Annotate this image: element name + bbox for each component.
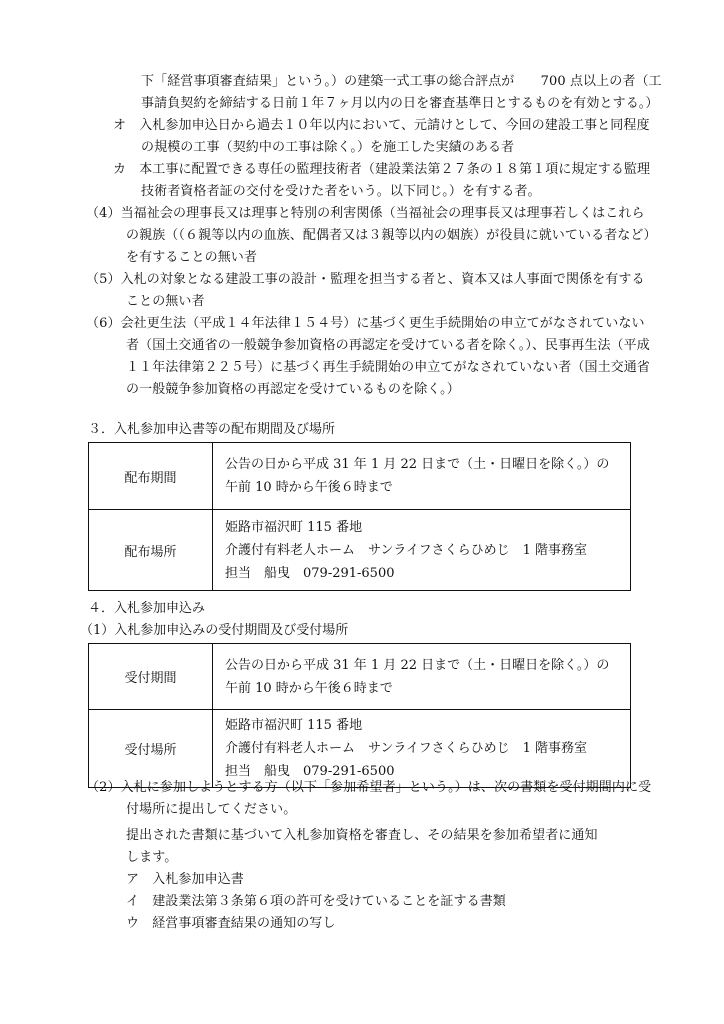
section-3-heading: ３．入札参加申込書等の配布期間及び場所 <box>88 422 336 437</box>
section-4-heading: ４．入札参加申込み <box>88 601 206 616</box>
text-line: 付場所に提出してください。 <box>126 802 297 817</box>
text-line: オ 入札参加申込日から過去１０年以内において、元請けとして、今回の建設工事と同程度 <box>113 118 650 133</box>
text-line: ことの無い者 <box>126 294 205 309</box>
value-line: 午前 10 時から午後６時まで <box>225 680 393 696</box>
value-line: 公告の日から平成 31 年 1 月 22 日まで（土・日曜日を除く。）の <box>225 457 610 472</box>
value-line: 担当 船曳 079-291-6500 <box>225 764 395 779</box>
table-row <box>89 644 631 710</box>
clause-5: （5）入札の対象となる建設工事の設計・監理を担当する者と、資本又は人事面で関係を有する <box>86 272 645 287</box>
row-label: 受付期間 <box>89 644 213 710</box>
value-line: 介護付有料老人ホーム サンライフさくらひめじ 1 階事務室 <box>225 542 587 558</box>
table-row <box>89 510 631 591</box>
value-line: 姫路市福沢町 115 番地 <box>225 519 363 535</box>
text-line: の規模の工事（契約中の工事は除く。）を施工した実績のある者 <box>141 140 515 155</box>
value-line: 公告の日から平成 31 年 1 月 22 日まで（土・日曜日を除く。）の <box>225 657 610 673</box>
clause-2: （2）入札に参加しようとする方（以下「参加希望者」という。）は、次の書類を受付期間内に受 <box>86 780 652 795</box>
value-line: 午前 10 時から午後６時まで <box>225 480 393 495</box>
text-line: 下「経営事項審査結果」という。）の建築一式工事の総合評点が 700 点以上の者（工 <box>141 74 662 89</box>
clause-4: （4）当福祉会の理事長又は理事と特別の利害関係（当福祉会の理事長又は理事若しくはこれら <box>86 206 645 221</box>
distribution-table <box>88 442 631 591</box>
row-label: 配布場所 <box>89 510 213 591</box>
text-line: 提出された書類に基づいて入札参加資格を審査し、その結果を参加希望者に通知 <box>126 828 598 843</box>
reception-table <box>88 643 631 788</box>
text-line: を有することの無い者 <box>126 250 258 265</box>
table-row <box>89 443 631 510</box>
text-line: 者（国土交通省の一般競争参加資格の再認定を受けている者を除く。）、民事再生法（平成 <box>126 338 650 353</box>
text-line: １１年法律第２２５号）に基づく再生手続開始の申立てがなされていない者（国土交通省 <box>126 360 651 375</box>
text-line: 事請負契約を締結する日前１年７ヶ月以内の日を審査基準日とするものを有効とする。） <box>141 96 659 111</box>
text-line: 技術者資格者証の交付を受けた者をいう。以下同じ。）を有する者。 <box>141 184 541 199</box>
row-label: 受付場所 <box>89 710 213 788</box>
text-line: します。 <box>126 850 178 865</box>
row-value <box>213 644 631 710</box>
document-item-i: イ 建設業法第３条第６項の許可を受けていることを証する書類 <box>126 894 506 909</box>
row-value <box>213 510 631 591</box>
value-line: 担当 船曳 079-291-6500 <box>225 565 395 581</box>
value-line: 介護付有料老人ホーム サンライフさくらひめじ 1 階事務室 <box>225 741 587 756</box>
text-line: の一般競争参加資格の再認定を受けているものを除く。） <box>126 382 460 397</box>
text-line: カ 本工事に配置できる専任の監理技術者（建設業法第２７条の１８第１項に規定する監理 <box>113 162 651 177</box>
clause-6: （6）会社更生法（平成１４年法律１５４号）に基づく更生手続開始の申立てがなされていない <box>86 316 645 331</box>
document-item-a: ア 入札参加申込書 <box>126 872 244 887</box>
text-line: の親族（（６親等以内の血族、配偶者又は３親等以内の姻族）が役員に就いている者など） <box>126 228 657 243</box>
table-row <box>89 710 631 788</box>
row-value <box>213 443 631 510</box>
value-line: 姫路市福沢町 115 番地 <box>225 718 363 733</box>
section-4-sub1: （1）入札参加申込みの受付期間及び受付場所 <box>80 623 349 638</box>
row-value <box>213 710 631 788</box>
document-item-u: ウ 経営事項審査結果の通知の写し <box>126 916 336 931</box>
row-label: 配布期間 <box>89 443 213 510</box>
